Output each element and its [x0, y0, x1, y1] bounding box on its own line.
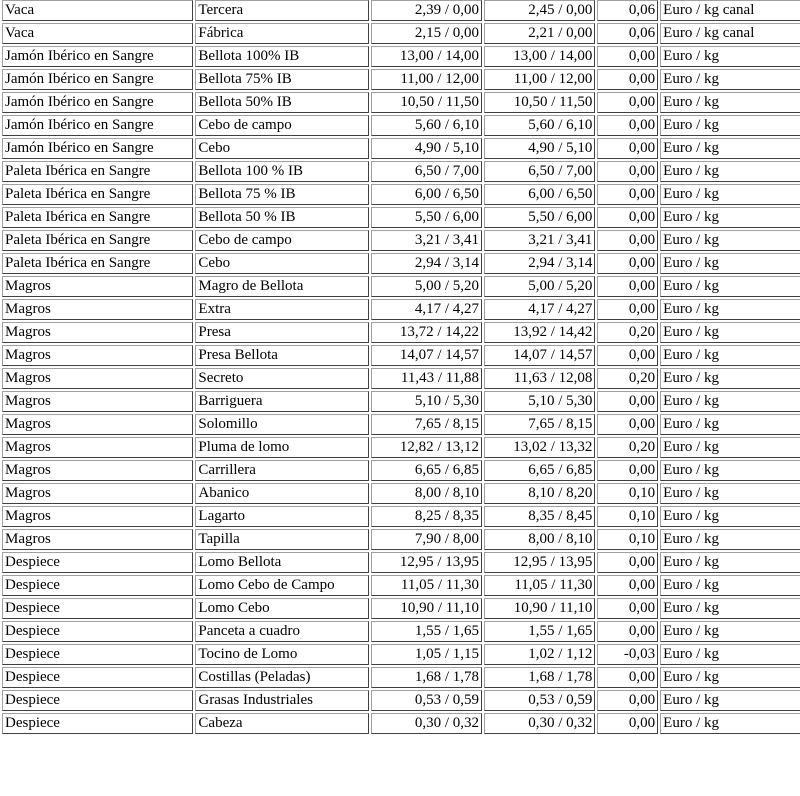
product-cell: Paleta Ibérica en Sangre — [2, 207, 193, 228]
table-row — [2, 0, 800, 21]
category-cell: Extra — [195, 299, 368, 320]
difference-cell: 0,06 — [597, 23, 658, 44]
unit-cell: Euro / kg — [660, 322, 800, 343]
table-row — [2, 529, 800, 550]
product-cell: Magros — [2, 345, 193, 366]
difference-cell: 0,10 — [597, 506, 658, 527]
table-row — [2, 322, 800, 343]
current-price-cell: 10,90 / 11,10 — [484, 598, 595, 619]
unit-cell: Euro / kg — [660, 644, 800, 665]
category-cell: Lomo Cebo de Campo — [195, 575, 368, 596]
unit-cell: Euro / kg — [660, 575, 800, 596]
difference-cell: 0,06 — [597, 0, 658, 21]
unit-cell: Euro / kg — [660, 115, 800, 136]
product-cell: Despiece — [2, 621, 193, 642]
table-row — [2, 460, 800, 481]
unit-cell: Euro / kg — [660, 69, 800, 90]
category-cell: Tercera — [195, 0, 368, 21]
previous-price-cell: 8,25 / 8,35 — [371, 506, 482, 527]
previous-price-cell: 8,00 / 8,10 — [371, 483, 482, 504]
difference-cell: 0,00 — [597, 138, 658, 159]
difference-cell: 0,00 — [597, 575, 658, 596]
table-row — [2, 345, 800, 366]
unit-cell: Euro / kg — [660, 299, 800, 320]
current-price-cell: 5,00 / 5,20 — [484, 276, 595, 297]
previous-price-cell: 13,72 / 14,22 — [371, 322, 482, 343]
previous-price-cell: 2,94 / 3,14 — [371, 253, 482, 274]
previous-price-cell: 6,65 / 6,85 — [371, 460, 482, 481]
category-cell: Abanico — [195, 483, 368, 504]
difference-cell: 0,00 — [597, 667, 658, 688]
previous-price-cell: 2,39 / 0,00 — [371, 0, 482, 21]
category-cell: Bellota 75% IB — [195, 69, 368, 90]
difference-cell: 0,00 — [597, 299, 658, 320]
current-price-cell: 6,50 / 7,00 — [484, 161, 595, 182]
table-row — [2, 483, 800, 504]
unit-cell: Euro / kg — [660, 598, 800, 619]
previous-price-cell: 7,65 / 8,15 — [371, 414, 482, 435]
difference-cell: 0,00 — [597, 460, 658, 481]
current-price-cell: 7,65 / 8,15 — [484, 414, 595, 435]
unit-cell: Euro / kg — [660, 621, 800, 642]
previous-price-cell: 0,30 / 0,32 — [371, 713, 482, 734]
unit-cell: Euro / kg — [660, 161, 800, 182]
difference-cell: 0,00 — [597, 690, 658, 711]
table-row — [2, 644, 800, 665]
table-row — [2, 621, 800, 642]
current-price-cell: 1,02 / 1,12 — [484, 644, 595, 665]
difference-cell: 0,00 — [597, 391, 658, 412]
table-row — [2, 667, 800, 688]
category-cell: Panceta a cuadro — [195, 621, 368, 642]
previous-price-cell: 5,00 / 5,20 — [371, 276, 482, 297]
difference-cell: 0,10 — [597, 483, 658, 504]
table-row — [2, 690, 800, 711]
product-cell: Jamón Ibérico en Sangre — [2, 92, 193, 113]
product-cell: Paleta Ibérica en Sangre — [2, 184, 193, 205]
table-row — [2, 46, 800, 67]
difference-cell: 0,00 — [597, 115, 658, 136]
previous-price-cell: 2,15 / 0,00 — [371, 23, 482, 44]
difference-cell: 0,00 — [597, 345, 658, 366]
category-cell: Bellota 50% IB — [195, 92, 368, 113]
category-cell: Solomillo — [195, 414, 368, 435]
current-price-cell: 13,92 / 14,42 — [484, 322, 595, 343]
category-cell: Cebo — [195, 138, 368, 159]
category-cell: Barriguera — [195, 391, 368, 412]
category-cell: Tocino de Lomo — [195, 644, 368, 665]
current-price-cell: 4,17 / 4,27 — [484, 299, 595, 320]
product-cell: Magros — [2, 460, 193, 481]
unit-cell: Euro / kg — [660, 230, 800, 251]
previous-price-cell: 5,60 / 6,10 — [371, 115, 482, 136]
previous-price-cell: 3,21 / 3,41 — [371, 230, 482, 251]
table-row — [2, 230, 800, 251]
previous-price-cell: 1,55 / 1,65 — [371, 621, 482, 642]
table-row — [2, 276, 800, 297]
difference-cell: 0,00 — [597, 552, 658, 573]
previous-price-cell: 14,07 / 14,57 — [371, 345, 482, 366]
product-cell: Despiece — [2, 598, 193, 619]
product-cell: Paleta Ibérica en Sangre — [2, 161, 193, 182]
previous-price-cell: 5,10 / 5,30 — [371, 391, 482, 412]
previous-price-cell: 11,43 / 11,88 — [371, 368, 482, 389]
product-cell: Despiece — [2, 644, 193, 665]
table-row — [2, 299, 800, 320]
product-cell: Despiece — [2, 575, 193, 596]
difference-cell: 0,00 — [597, 414, 658, 435]
current-price-cell: 8,35 / 8,45 — [484, 506, 595, 527]
current-price-cell: 5,60 / 6,10 — [484, 115, 595, 136]
unit-cell: Euro / kg — [660, 368, 800, 389]
current-price-cell: 1,55 / 1,65 — [484, 621, 595, 642]
product-cell: Magros — [2, 483, 193, 504]
product-cell: Despiece — [2, 667, 193, 688]
current-price-cell: 3,21 / 3,41 — [484, 230, 595, 251]
unit-cell: Euro / kg — [660, 391, 800, 412]
product-cell: Vaca — [2, 0, 193, 21]
current-price-cell: 8,10 / 8,20 — [484, 483, 595, 504]
table-row — [2, 23, 800, 44]
product-cell: Jamón Ibérico en Sangre — [2, 46, 193, 67]
difference-cell: 0,20 — [597, 368, 658, 389]
difference-cell: 0,00 — [597, 713, 658, 734]
difference-cell: 0,10 — [597, 529, 658, 550]
current-price-cell: 11,05 / 11,30 — [484, 575, 595, 596]
previous-price-cell: 1,05 / 1,15 — [371, 644, 482, 665]
difference-cell: 0,00 — [597, 253, 658, 274]
previous-price-cell: 4,17 / 4,27 — [371, 299, 482, 320]
product-cell: Magros — [2, 368, 193, 389]
category-cell: Bellota 75 % IB — [195, 184, 368, 205]
difference-cell: 0,00 — [597, 161, 658, 182]
current-price-cell: 6,00 / 6,50 — [484, 184, 595, 205]
current-price-cell: 13,00 / 14,00 — [484, 46, 595, 67]
unit-cell: Euro / kg — [660, 437, 800, 458]
product-cell: Magros — [2, 276, 193, 297]
previous-price-cell: 6,50 / 7,00 — [371, 161, 482, 182]
table-row — [2, 161, 800, 182]
unit-cell: Euro / kg — [660, 92, 800, 113]
table-row — [2, 391, 800, 412]
previous-price-cell: 11,05 / 11,30 — [371, 575, 482, 596]
unit-cell: Euro / kg — [660, 276, 800, 297]
current-price-cell: 4,90 / 5,10 — [484, 138, 595, 159]
product-cell: Jamón Ibérico en Sangre — [2, 138, 193, 159]
previous-price-cell: 11,00 / 12,00 — [371, 69, 482, 90]
previous-price-cell: 12,95 / 13,95 — [371, 552, 482, 573]
current-price-cell: 14,07 / 14,57 — [484, 345, 595, 366]
unit-cell: Euro / kg — [660, 414, 800, 435]
current-price-cell: 1,68 / 1,78 — [484, 667, 595, 688]
unit-cell: Euro / kg — [660, 345, 800, 366]
difference-cell: 0,20 — [597, 437, 658, 458]
unit-cell: Euro / kg — [660, 184, 800, 205]
current-price-cell: 5,10 / 5,30 — [484, 391, 595, 412]
current-price-cell: 11,63 / 12,08 — [484, 368, 595, 389]
current-price-cell: 6,65 / 6,85 — [484, 460, 595, 481]
category-cell: Grasas Industriales — [195, 690, 368, 711]
difference-cell: -0,03 — [597, 644, 658, 665]
unit-cell: Euro / kg — [660, 253, 800, 274]
category-cell: Pluma de lomo — [195, 437, 368, 458]
previous-price-cell: 4,90 / 5,10 — [371, 138, 482, 159]
current-price-cell: 2,94 / 3,14 — [484, 253, 595, 274]
unit-cell: Euro / kg — [660, 690, 800, 711]
table-row — [2, 69, 800, 90]
unit-cell: Euro / kg — [660, 138, 800, 159]
previous-price-cell: 10,90 / 11,10 — [371, 598, 482, 619]
unit-cell: Euro / kg — [660, 46, 800, 67]
category-cell: Cebo de campo — [195, 230, 368, 251]
current-price-cell: 12,95 / 13,95 — [484, 552, 595, 573]
previous-price-cell: 12,82 / 13,12 — [371, 437, 482, 458]
previous-price-cell: 5,50 / 6,00 — [371, 207, 482, 228]
category-cell: Lomo Cebo — [195, 598, 368, 619]
current-price-cell: 2,45 / 0,00 — [484, 0, 595, 21]
current-price-cell: 8,00 / 8,10 — [484, 529, 595, 550]
previous-price-cell: 7,90 / 8,00 — [371, 529, 482, 550]
product-cell: Jamón Ibérico en Sangre — [2, 115, 193, 136]
product-cell: Despiece — [2, 713, 193, 734]
category-cell: Presa — [195, 322, 368, 343]
category-cell: Cebo de campo — [195, 115, 368, 136]
product-cell: Magros — [2, 322, 193, 343]
table-row — [2, 207, 800, 228]
unit-cell: Euro / kg — [660, 207, 800, 228]
category-cell: Fábrica — [195, 23, 368, 44]
category-cell: Carrillera — [195, 460, 368, 481]
previous-price-cell: 13,00 / 14,00 — [371, 46, 482, 67]
category-cell: Lagarto — [195, 506, 368, 527]
product-cell: Jamón Ibérico en Sangre — [2, 69, 193, 90]
difference-cell: 0,20 — [597, 322, 658, 343]
product-cell: Magros — [2, 529, 193, 550]
current-price-cell: 10,50 / 11,50 — [484, 92, 595, 113]
unit-cell: Euro / kg — [660, 460, 800, 481]
difference-cell: 0,00 — [597, 621, 658, 642]
difference-cell: 0,00 — [597, 69, 658, 90]
current-price-cell: 5,50 / 6,00 — [484, 207, 595, 228]
table-row — [2, 414, 800, 435]
table-row — [2, 437, 800, 458]
product-cell: Magros — [2, 414, 193, 435]
unit-cell: Euro / kg canal — [660, 0, 800, 21]
category-cell: Bellota 100 % IB — [195, 161, 368, 182]
current-price-cell: 2,21 / 0,00 — [484, 23, 595, 44]
table-row — [2, 552, 800, 573]
previous-price-cell: 1,68 / 1,78 — [371, 667, 482, 688]
table-row — [2, 184, 800, 205]
unit-cell: Euro / kg — [660, 713, 800, 734]
difference-cell: 0,00 — [597, 207, 658, 228]
category-cell: Cebo — [195, 253, 368, 274]
product-cell: Magros — [2, 506, 193, 527]
table-row — [2, 506, 800, 527]
table-row — [2, 713, 800, 734]
table-row — [2, 138, 800, 159]
product-cell: Despiece — [2, 552, 193, 573]
unit-cell: Euro / kg — [660, 552, 800, 573]
unit-cell: Euro / kg — [660, 483, 800, 504]
table-row — [2, 115, 800, 136]
unit-cell: Euro / kg canal — [660, 23, 800, 44]
unit-cell: Euro / kg — [660, 506, 800, 527]
difference-cell: 0,00 — [597, 598, 658, 619]
category-cell: Bellota 100% IB — [195, 46, 368, 67]
difference-cell: 0,00 — [597, 184, 658, 205]
category-cell: Tapilla — [195, 529, 368, 550]
category-cell: Magro de Bellota — [195, 276, 368, 297]
unit-cell: Euro / kg — [660, 667, 800, 688]
category-cell: Lomo Bellota — [195, 552, 368, 573]
product-cell: Paleta Ibérica en Sangre — [2, 230, 193, 251]
category-cell: Secreto — [195, 368, 368, 389]
product-cell: Paleta Ibérica en Sangre — [2, 253, 193, 274]
product-cell: Despiece — [2, 690, 193, 711]
category-cell: Costillas (Peladas) — [195, 667, 368, 688]
product-cell: Magros — [2, 437, 193, 458]
difference-cell: 0,00 — [597, 92, 658, 113]
product-cell: Magros — [2, 299, 193, 320]
table-row — [2, 92, 800, 113]
table-row — [2, 598, 800, 619]
category-cell: Cabeza — [195, 713, 368, 734]
table-row — [2, 368, 800, 389]
current-price-cell: 0,53 / 0,59 — [484, 690, 595, 711]
difference-cell: 0,00 — [597, 230, 658, 251]
price-table-body — [2, 0, 800, 734]
difference-cell: 0,00 — [597, 276, 658, 297]
difference-cell: 0,00 — [597, 46, 658, 67]
current-price-cell: 0,30 / 0,32 — [484, 713, 595, 734]
previous-price-cell: 6,00 / 6,50 — [371, 184, 482, 205]
category-cell: Presa Bellota — [195, 345, 368, 366]
previous-price-cell: 10,50 / 11,50 — [371, 92, 482, 113]
product-cell: Magros — [2, 391, 193, 412]
table-row — [2, 575, 800, 596]
table-row — [2, 253, 800, 274]
unit-cell: Euro / kg — [660, 529, 800, 550]
previous-price-cell: 0,53 / 0,59 — [371, 690, 482, 711]
current-price-cell: 13,02 / 13,32 — [484, 437, 595, 458]
current-price-cell: 11,00 / 12,00 — [484, 69, 595, 90]
category-cell: Bellota 50 % IB — [195, 207, 368, 228]
product-cell: Vaca — [2, 23, 193, 44]
